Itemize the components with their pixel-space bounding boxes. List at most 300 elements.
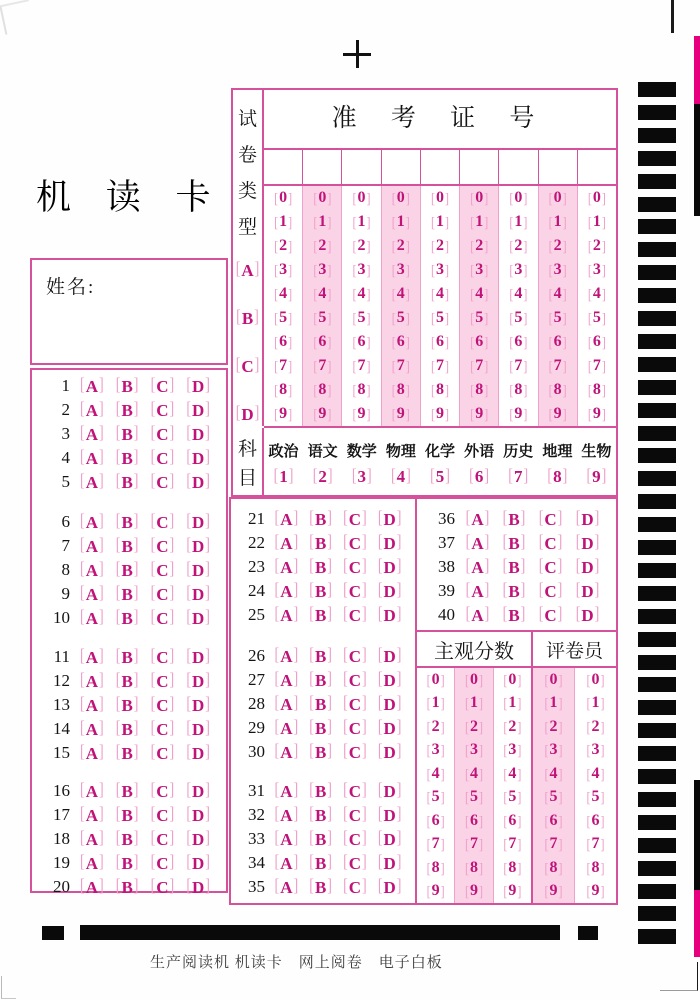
exam-number-digit-bubble-7[interactable] xyxy=(353,358,371,374)
grader-digit-bubble-5[interactable] xyxy=(545,789,563,805)
q16-bubble-D[interactable] xyxy=(186,783,210,800)
subject-bubble-5[interactable] xyxy=(430,468,450,485)
q25-bubble-B[interactable] xyxy=(309,607,332,624)
subjective-score-digit-bubble-9[interactable] xyxy=(503,883,521,899)
q1-bubble-D[interactable] xyxy=(186,378,210,395)
subjective-score-digit-bubble-5[interactable] xyxy=(465,789,483,805)
q19-bubble-A[interactable] xyxy=(80,855,104,872)
subjective-score-digit-bubble-0[interactable] xyxy=(427,672,445,688)
exam-number-digit-bubble-7[interactable] xyxy=(588,358,606,374)
exam-number-digit-bubble-4[interactable] xyxy=(353,286,371,302)
exam-number-digit-bubble-1[interactable] xyxy=(509,214,527,230)
exam-number-digit-bubble-9[interactable] xyxy=(392,406,410,422)
q37-bubble-D[interactable] xyxy=(576,535,600,552)
exam-number-digit-bubble-0[interactable] xyxy=(509,190,527,206)
exam-number-digit-bubble-0[interactable] xyxy=(588,190,606,206)
q29-bubble-A[interactable] xyxy=(275,720,299,737)
q21-bubble-C[interactable] xyxy=(343,511,367,528)
exam-number-digit-bubble-8[interactable] xyxy=(509,382,527,398)
q4-bubble-A[interactable] xyxy=(80,450,104,467)
subject-bubble-7[interactable] xyxy=(508,468,528,485)
q36-bubble-A[interactable] xyxy=(466,511,490,528)
q27-bubble-D[interactable] xyxy=(378,672,402,689)
q36-bubble-C[interactable] xyxy=(539,511,563,528)
grader-digit-bubble-0[interactable] xyxy=(587,672,605,688)
q3-bubble-A[interactable] xyxy=(80,426,104,443)
grader-digit-bubble-9[interactable] xyxy=(587,883,605,899)
q9-bubble-C[interactable] xyxy=(151,586,175,603)
grader-digit-bubble-7[interactable] xyxy=(587,836,605,852)
exam-number-digit-bubble-9[interactable] xyxy=(274,406,292,422)
exam-number-digit-bubble-3[interactable] xyxy=(588,262,606,278)
exam-number-digit-bubble-9[interactable] xyxy=(549,406,567,422)
exam-number-digit-bubble-8[interactable] xyxy=(274,382,292,398)
exam-number-digit-bubble-5[interactable] xyxy=(549,310,567,326)
q35-bubble-D[interactable] xyxy=(378,879,402,896)
q20-bubble-C[interactable] xyxy=(151,879,175,896)
exam-number-digit-bubble-6[interactable] xyxy=(392,334,410,350)
q34-bubble-B[interactable] xyxy=(309,855,332,872)
exam-number-write-cell[interactable] xyxy=(303,150,342,184)
q33-bubble-C[interactable] xyxy=(343,831,367,848)
q22-bubble-B[interactable] xyxy=(309,535,332,552)
q34-bubble-D[interactable] xyxy=(378,855,402,872)
q21-bubble-A[interactable] xyxy=(275,511,299,528)
q19-bubble-C[interactable] xyxy=(151,855,175,872)
q33-bubble-A[interactable] xyxy=(275,831,299,848)
exam-number-digit-bubble-2[interactable] xyxy=(274,238,292,254)
grader-digit-bubble-6[interactable] xyxy=(545,813,563,829)
q29-bubble-B[interactable] xyxy=(309,720,332,737)
q29-bubble-D[interactable] xyxy=(378,720,402,737)
q13-bubble-D[interactable] xyxy=(186,697,210,714)
q13-bubble-B[interactable] xyxy=(116,697,139,714)
exam-number-digit-bubble-7[interactable] xyxy=(470,358,488,374)
q36-bubble-D[interactable] xyxy=(576,511,600,528)
q31-bubble-B[interactable] xyxy=(309,783,332,800)
q32-bubble-A[interactable] xyxy=(275,807,299,824)
q6-bubble-C[interactable] xyxy=(151,514,175,531)
q28-bubble-C[interactable] xyxy=(343,696,367,713)
q24-bubble-A[interactable] xyxy=(275,583,299,600)
q23-bubble-D[interactable] xyxy=(378,559,402,576)
q3-bubble-C[interactable] xyxy=(151,426,175,443)
q3-bubble-B[interactable] xyxy=(116,426,139,443)
grader-digit-bubble-4[interactable] xyxy=(545,766,563,782)
q12-bubble-A[interactable] xyxy=(80,673,104,690)
exam-number-digit-bubble-0[interactable] xyxy=(549,190,567,206)
grader-digit-bubble-3[interactable] xyxy=(587,742,605,758)
exam-number-digit-bubble-6[interactable] xyxy=(549,334,567,350)
name-input-area[interactable] xyxy=(102,268,220,357)
q19-bubble-D[interactable] xyxy=(186,855,210,872)
subjective-score-digit-bubble-5[interactable] xyxy=(503,789,521,805)
paper-type-bubble-B[interactable] xyxy=(236,310,259,327)
q23-bubble-B[interactable] xyxy=(309,559,332,576)
exam-number-digit-bubble-8[interactable] xyxy=(353,382,371,398)
exam-number-digit-bubble-1[interactable] xyxy=(549,214,567,230)
exam-number-digit-bubble-4[interactable] xyxy=(392,286,410,302)
q38-bubble-D[interactable] xyxy=(576,559,600,576)
exam-number-digit-bubble-5[interactable] xyxy=(392,310,410,326)
exam-number-digit-bubble-2[interactable] xyxy=(431,238,449,254)
exam-number-digit-bubble-7[interactable] xyxy=(392,358,410,374)
subjective-score-digit-bubble-7[interactable] xyxy=(465,836,483,852)
q20-bubble-B[interactable] xyxy=(116,879,139,896)
q30-bubble-C[interactable] xyxy=(343,744,367,761)
exam-number-digit-bubble-0[interactable] xyxy=(431,190,449,206)
subject-bubble-2[interactable] xyxy=(313,468,333,485)
subjective-score-digit-bubble-8[interactable] xyxy=(427,860,445,876)
subjective-score-digit-bubble-9[interactable] xyxy=(427,883,445,899)
q35-bubble-B[interactable] xyxy=(309,879,332,896)
exam-number-digit-bubble-2[interactable] xyxy=(392,238,410,254)
subjective-score-digit-bubble-8[interactable] xyxy=(465,860,483,876)
subjective-score-digit-bubble-6[interactable] xyxy=(503,813,521,829)
subject-bubble-9[interactable] xyxy=(587,468,607,485)
exam-number-digit-bubble-4[interactable] xyxy=(509,286,527,302)
subjective-score-digit-bubble-7[interactable] xyxy=(427,836,445,852)
exam-number-digit-bubble-7[interactable] xyxy=(313,358,331,374)
exam-number-digit-bubble-1[interactable] xyxy=(588,214,606,230)
q39-bubble-A[interactable] xyxy=(466,583,490,600)
exam-number-digit-bubble-5[interactable] xyxy=(353,310,371,326)
q27-bubble-A[interactable] xyxy=(275,672,299,689)
grader-digit-bubble-1[interactable] xyxy=(545,695,563,711)
q4-bubble-B[interactable] xyxy=(116,450,139,467)
exam-number-digit-bubble-5[interactable] xyxy=(313,310,331,326)
exam-number-digit-bubble-4[interactable] xyxy=(549,286,567,302)
grader-digit-bubble-5[interactable] xyxy=(587,789,605,805)
q20-bubble-A[interactable] xyxy=(80,879,104,896)
grader-digit-bubble-0[interactable] xyxy=(545,672,563,688)
grader-digit-bubble-4[interactable] xyxy=(587,766,605,782)
exam-number-digit-bubble-4[interactable] xyxy=(470,286,488,302)
q1-bubble-B[interactable] xyxy=(116,378,139,395)
q40-bubble-C[interactable] xyxy=(539,607,563,624)
paper-type-bubble-D[interactable] xyxy=(236,406,260,423)
q39-bubble-D[interactable] xyxy=(576,583,600,600)
q15-bubble-B[interactable] xyxy=(116,745,139,762)
subjective-score-digit-bubble-3[interactable] xyxy=(503,742,521,758)
exam-number-digit-bubble-2[interactable] xyxy=(470,238,488,254)
exam-number-digit-bubble-6[interactable] xyxy=(470,334,488,350)
q16-bubble-B[interactable] xyxy=(116,783,139,800)
grader-digit-bubble-7[interactable] xyxy=(545,836,563,852)
subjective-score-digit-bubble-1[interactable] xyxy=(465,695,483,711)
q17-bubble-A[interactable] xyxy=(80,807,104,824)
exam-number-digit-bubble-9[interactable] xyxy=(313,406,331,422)
exam-number-digit-bubble-8[interactable] xyxy=(431,382,449,398)
exam-number-digit-bubble-6[interactable] xyxy=(353,334,371,350)
exam-number-digit-bubble-1[interactable] xyxy=(313,214,331,230)
q5-bubble-A[interactable] xyxy=(80,474,104,491)
grader-digit-bubble-8[interactable] xyxy=(545,860,563,876)
subject-bubble-6[interactable] xyxy=(469,468,489,485)
q9-bubble-D[interactable] xyxy=(186,586,210,603)
subjective-score-digit-bubble-6[interactable] xyxy=(465,813,483,829)
q26-bubble-A[interactable] xyxy=(275,648,299,665)
exam-number-digit-bubble-8[interactable] xyxy=(470,382,488,398)
q6-bubble-B[interactable] xyxy=(116,514,139,531)
grader-digit-bubble-1[interactable] xyxy=(587,695,605,711)
q40-bubble-A[interactable] xyxy=(466,607,490,624)
q4-bubble-C[interactable] xyxy=(151,450,175,467)
q22-bubble-C[interactable] xyxy=(343,535,367,552)
q38-bubble-B[interactable] xyxy=(503,559,526,576)
subjective-score-digit-bubble-0[interactable] xyxy=(503,672,521,688)
exam-number-write-cell[interactable] xyxy=(382,150,421,184)
exam-number-digit-bubble-3[interactable] xyxy=(392,262,410,278)
exam-number-digit-bubble-5[interactable] xyxy=(431,310,449,326)
exam-number-digit-bubble-6[interactable] xyxy=(431,334,449,350)
exam-number-digit-bubble-6[interactable] xyxy=(588,334,606,350)
exam-number-digit-bubble-2[interactable] xyxy=(509,238,527,254)
q35-bubble-A[interactable] xyxy=(275,879,299,896)
q5-bubble-D[interactable] xyxy=(186,474,210,491)
q11-bubble-A[interactable] xyxy=(80,649,104,666)
q4-bubble-D[interactable] xyxy=(186,450,210,467)
q36-bubble-B[interactable] xyxy=(503,511,526,528)
exam-number-digit-bubble-7[interactable] xyxy=(549,358,567,374)
q25-bubble-A[interactable] xyxy=(275,607,299,624)
q19-bubble-B[interactable] xyxy=(116,855,139,872)
exam-number-digit-bubble-1[interactable] xyxy=(431,214,449,230)
q5-bubble-C[interactable] xyxy=(151,474,175,491)
exam-number-write-cell[interactable] xyxy=(460,150,499,184)
q10-bubble-C[interactable] xyxy=(151,610,175,627)
q6-bubble-D[interactable] xyxy=(186,514,210,531)
q21-bubble-B[interactable] xyxy=(309,511,332,528)
exam-number-digit-bubble-3[interactable] xyxy=(274,262,292,278)
q9-bubble-A[interactable] xyxy=(80,586,104,603)
exam-number-digit-bubble-0[interactable] xyxy=(274,190,292,206)
q25-bubble-D[interactable] xyxy=(378,607,402,624)
q26-bubble-D[interactable] xyxy=(378,648,402,665)
q14-bubble-B[interactable] xyxy=(116,721,139,738)
q12-bubble-B[interactable] xyxy=(116,673,139,690)
q6-bubble-A[interactable] xyxy=(80,514,104,531)
q33-bubble-B[interactable] xyxy=(309,831,332,848)
exam-number-digit-bubble-1[interactable] xyxy=(392,214,410,230)
exam-number-digit-bubble-4[interactable] xyxy=(313,286,331,302)
q15-bubble-D[interactable] xyxy=(186,745,210,762)
subject-bubble-3[interactable] xyxy=(352,468,372,485)
q25-bubble-C[interactable] xyxy=(343,607,367,624)
q20-bubble-D[interactable] xyxy=(186,879,210,896)
subjective-score-digit-bubble-0[interactable] xyxy=(465,672,483,688)
subjective-score-digit-bubble-2[interactable] xyxy=(465,719,483,735)
exam-number-digit-bubble-0[interactable] xyxy=(392,190,410,206)
q31-bubble-D[interactable] xyxy=(378,783,402,800)
q18-bubble-B[interactable] xyxy=(116,831,139,848)
exam-number-write-cell[interactable] xyxy=(578,150,616,184)
exam-number-digit-bubble-3[interactable] xyxy=(509,262,527,278)
q21-bubble-D[interactable] xyxy=(378,511,402,528)
q24-bubble-D[interactable] xyxy=(378,583,402,600)
subjective-score-digit-bubble-2[interactable] xyxy=(503,719,521,735)
q15-bubble-C[interactable] xyxy=(151,745,175,762)
subject-bubble-4[interactable] xyxy=(391,468,411,485)
q18-bubble-D[interactable] xyxy=(186,831,210,848)
q8-bubble-D[interactable] xyxy=(186,562,210,579)
exam-number-digit-bubble-7[interactable] xyxy=(509,358,527,374)
q37-bubble-C[interactable] xyxy=(539,535,563,552)
exam-number-digit-bubble-7[interactable] xyxy=(431,358,449,374)
exam-number-digit-bubble-5[interactable] xyxy=(274,310,292,326)
subjective-score-digit-bubble-4[interactable] xyxy=(503,766,521,782)
q13-bubble-C[interactable] xyxy=(151,697,175,714)
exam-number-digit-bubble-8[interactable] xyxy=(313,382,331,398)
q9-bubble-B[interactable] xyxy=(116,586,139,603)
q13-bubble-A[interactable] xyxy=(80,697,104,714)
q30-bubble-B[interactable] xyxy=(309,744,332,761)
subjective-score-digit-bubble-9[interactable] xyxy=(465,883,483,899)
q40-bubble-D[interactable] xyxy=(576,607,600,624)
q28-bubble-B[interactable] xyxy=(309,696,332,713)
q8-bubble-A[interactable] xyxy=(80,562,104,579)
q14-bubble-A[interactable] xyxy=(80,721,104,738)
q17-bubble-C[interactable] xyxy=(151,807,175,824)
q27-bubble-B[interactable] xyxy=(309,672,332,689)
q17-bubble-D[interactable] xyxy=(186,807,210,824)
subjective-score-digit-bubble-1[interactable] xyxy=(503,695,521,711)
q23-bubble-A[interactable] xyxy=(275,559,299,576)
q7-bubble-C[interactable] xyxy=(151,538,175,555)
q30-bubble-A[interactable] xyxy=(275,744,299,761)
exam-number-digit-bubble-2[interactable] xyxy=(549,238,567,254)
exam-number-digit-bubble-3[interactable] xyxy=(549,262,567,278)
q17-bubble-B[interactable] xyxy=(116,807,139,824)
q1-bubble-C[interactable] xyxy=(151,378,175,395)
grader-digit-bubble-6[interactable] xyxy=(587,813,605,829)
subjective-score-digit-bubble-1[interactable] xyxy=(427,695,445,711)
subjective-score-digit-bubble-2[interactable] xyxy=(427,719,445,735)
exam-number-write-cell[interactable] xyxy=(342,150,381,184)
exam-number-digit-bubble-2[interactable] xyxy=(588,238,606,254)
exam-number-digit-bubble-6[interactable] xyxy=(274,334,292,350)
q31-bubble-A[interactable] xyxy=(275,783,299,800)
q28-bubble-D[interactable] xyxy=(378,696,402,713)
q40-bubble-B[interactable] xyxy=(503,607,526,624)
subjective-score-digit-bubble-6[interactable] xyxy=(427,813,445,829)
q11-bubble-C[interactable] xyxy=(151,649,175,666)
exam-number-digit-bubble-5[interactable] xyxy=(470,310,488,326)
subject-bubble-1[interactable] xyxy=(274,468,294,485)
exam-number-digit-bubble-1[interactable] xyxy=(274,214,292,230)
q39-bubble-B[interactable] xyxy=(503,583,526,600)
q10-bubble-A[interactable] xyxy=(80,610,104,627)
q22-bubble-D[interactable] xyxy=(378,535,402,552)
q33-bubble-D[interactable] xyxy=(378,831,402,848)
q32-bubble-B[interactable] xyxy=(309,807,332,824)
q16-bubble-C[interactable] xyxy=(151,783,175,800)
q37-bubble-B[interactable] xyxy=(503,535,526,552)
exam-number-digit-bubble-3[interactable] xyxy=(313,262,331,278)
q34-bubble-A[interactable] xyxy=(275,855,299,872)
subjective-score-digit-bubble-4[interactable] xyxy=(427,766,445,782)
exam-number-digit-bubble-0[interactable] xyxy=(353,190,371,206)
q7-bubble-A[interactable] xyxy=(80,538,104,555)
q39-bubble-C[interactable] xyxy=(539,583,563,600)
q5-bubble-B[interactable] xyxy=(116,474,139,491)
exam-number-write-cell[interactable] xyxy=(499,150,538,184)
q32-bubble-C[interactable] xyxy=(343,807,367,824)
q32-bubble-D[interactable] xyxy=(378,807,402,824)
exam-number-digit-bubble-5[interactable] xyxy=(509,310,527,326)
exam-number-digit-bubble-2[interactable] xyxy=(313,238,331,254)
subject-bubble-8[interactable] xyxy=(547,468,567,485)
q37-bubble-A[interactable] xyxy=(466,535,490,552)
q28-bubble-A[interactable] xyxy=(275,696,299,713)
q24-bubble-B[interactable] xyxy=(309,583,332,600)
exam-number-digit-bubble-9[interactable] xyxy=(353,406,371,422)
q31-bubble-C[interactable] xyxy=(343,783,367,800)
paper-type-bubble-C[interactable] xyxy=(236,358,260,375)
exam-number-digit-bubble-3[interactable] xyxy=(470,262,488,278)
q26-bubble-B[interactable] xyxy=(309,648,332,665)
exam-number-digit-bubble-8[interactable] xyxy=(588,382,606,398)
q11-bubble-D[interactable] xyxy=(186,649,210,666)
exam-number-digit-bubble-6[interactable] xyxy=(313,334,331,350)
subjective-score-digit-bubble-3[interactable] xyxy=(465,742,483,758)
q2-bubble-A[interactable] xyxy=(80,402,104,419)
q3-bubble-D[interactable] xyxy=(186,426,210,443)
subjective-score-digit-bubble-3[interactable] xyxy=(427,742,445,758)
q11-bubble-B[interactable] xyxy=(116,649,139,666)
q8-bubble-B[interactable] xyxy=(116,562,139,579)
q8-bubble-C[interactable] xyxy=(151,562,175,579)
exam-number-digit-bubble-8[interactable] xyxy=(549,382,567,398)
q38-bubble-C[interactable] xyxy=(539,559,563,576)
q10-bubble-B[interactable] xyxy=(116,610,139,627)
q14-bubble-C[interactable] xyxy=(151,721,175,738)
exam-number-digit-bubble-2[interactable] xyxy=(353,238,371,254)
exam-number-digit-bubble-4[interactable] xyxy=(431,286,449,302)
q23-bubble-C[interactable] xyxy=(343,559,367,576)
q2-bubble-B[interactable] xyxy=(116,402,139,419)
grader-digit-bubble-9[interactable] xyxy=(545,883,563,899)
exam-number-digit-bubble-1[interactable] xyxy=(353,214,371,230)
subjective-score-digit-bubble-8[interactable] xyxy=(503,860,521,876)
q2-bubble-C[interactable] xyxy=(151,402,175,419)
exam-number-digit-bubble-3[interactable] xyxy=(353,262,371,278)
exam-number-digit-bubble-9[interactable] xyxy=(509,406,527,422)
q15-bubble-A[interactable] xyxy=(80,745,104,762)
exam-number-digit-bubble-4[interactable] xyxy=(588,286,606,302)
exam-number-digit-bubble-3[interactable] xyxy=(431,262,449,278)
q29-bubble-C[interactable] xyxy=(343,720,367,737)
exam-number-digit-bubble-1[interactable] xyxy=(470,214,488,230)
exam-number-digit-bubble-5[interactable] xyxy=(588,310,606,326)
exam-number-digit-bubble-6[interactable] xyxy=(509,334,527,350)
q18-bubble-C[interactable] xyxy=(151,831,175,848)
q14-bubble-D[interactable] xyxy=(186,721,210,738)
paper-type-bubble-A[interactable] xyxy=(236,262,260,279)
q10-bubble-D[interactable] xyxy=(186,610,210,627)
q12-bubble-D[interactable] xyxy=(186,673,210,690)
q26-bubble-C[interactable] xyxy=(343,648,367,665)
grader-digit-bubble-8[interactable] xyxy=(587,860,605,876)
q30-bubble-D[interactable] xyxy=(378,744,402,761)
exam-number-write-cell[interactable] xyxy=(539,150,578,184)
q38-bubble-A[interactable] xyxy=(466,559,490,576)
q12-bubble-C[interactable] xyxy=(151,673,175,690)
grader-digit-bubble-3[interactable] xyxy=(545,742,563,758)
q18-bubble-A[interactable] xyxy=(80,831,104,848)
subjective-score-digit-bubble-5[interactable] xyxy=(427,789,445,805)
exam-number-digit-bubble-9[interactable] xyxy=(470,406,488,422)
